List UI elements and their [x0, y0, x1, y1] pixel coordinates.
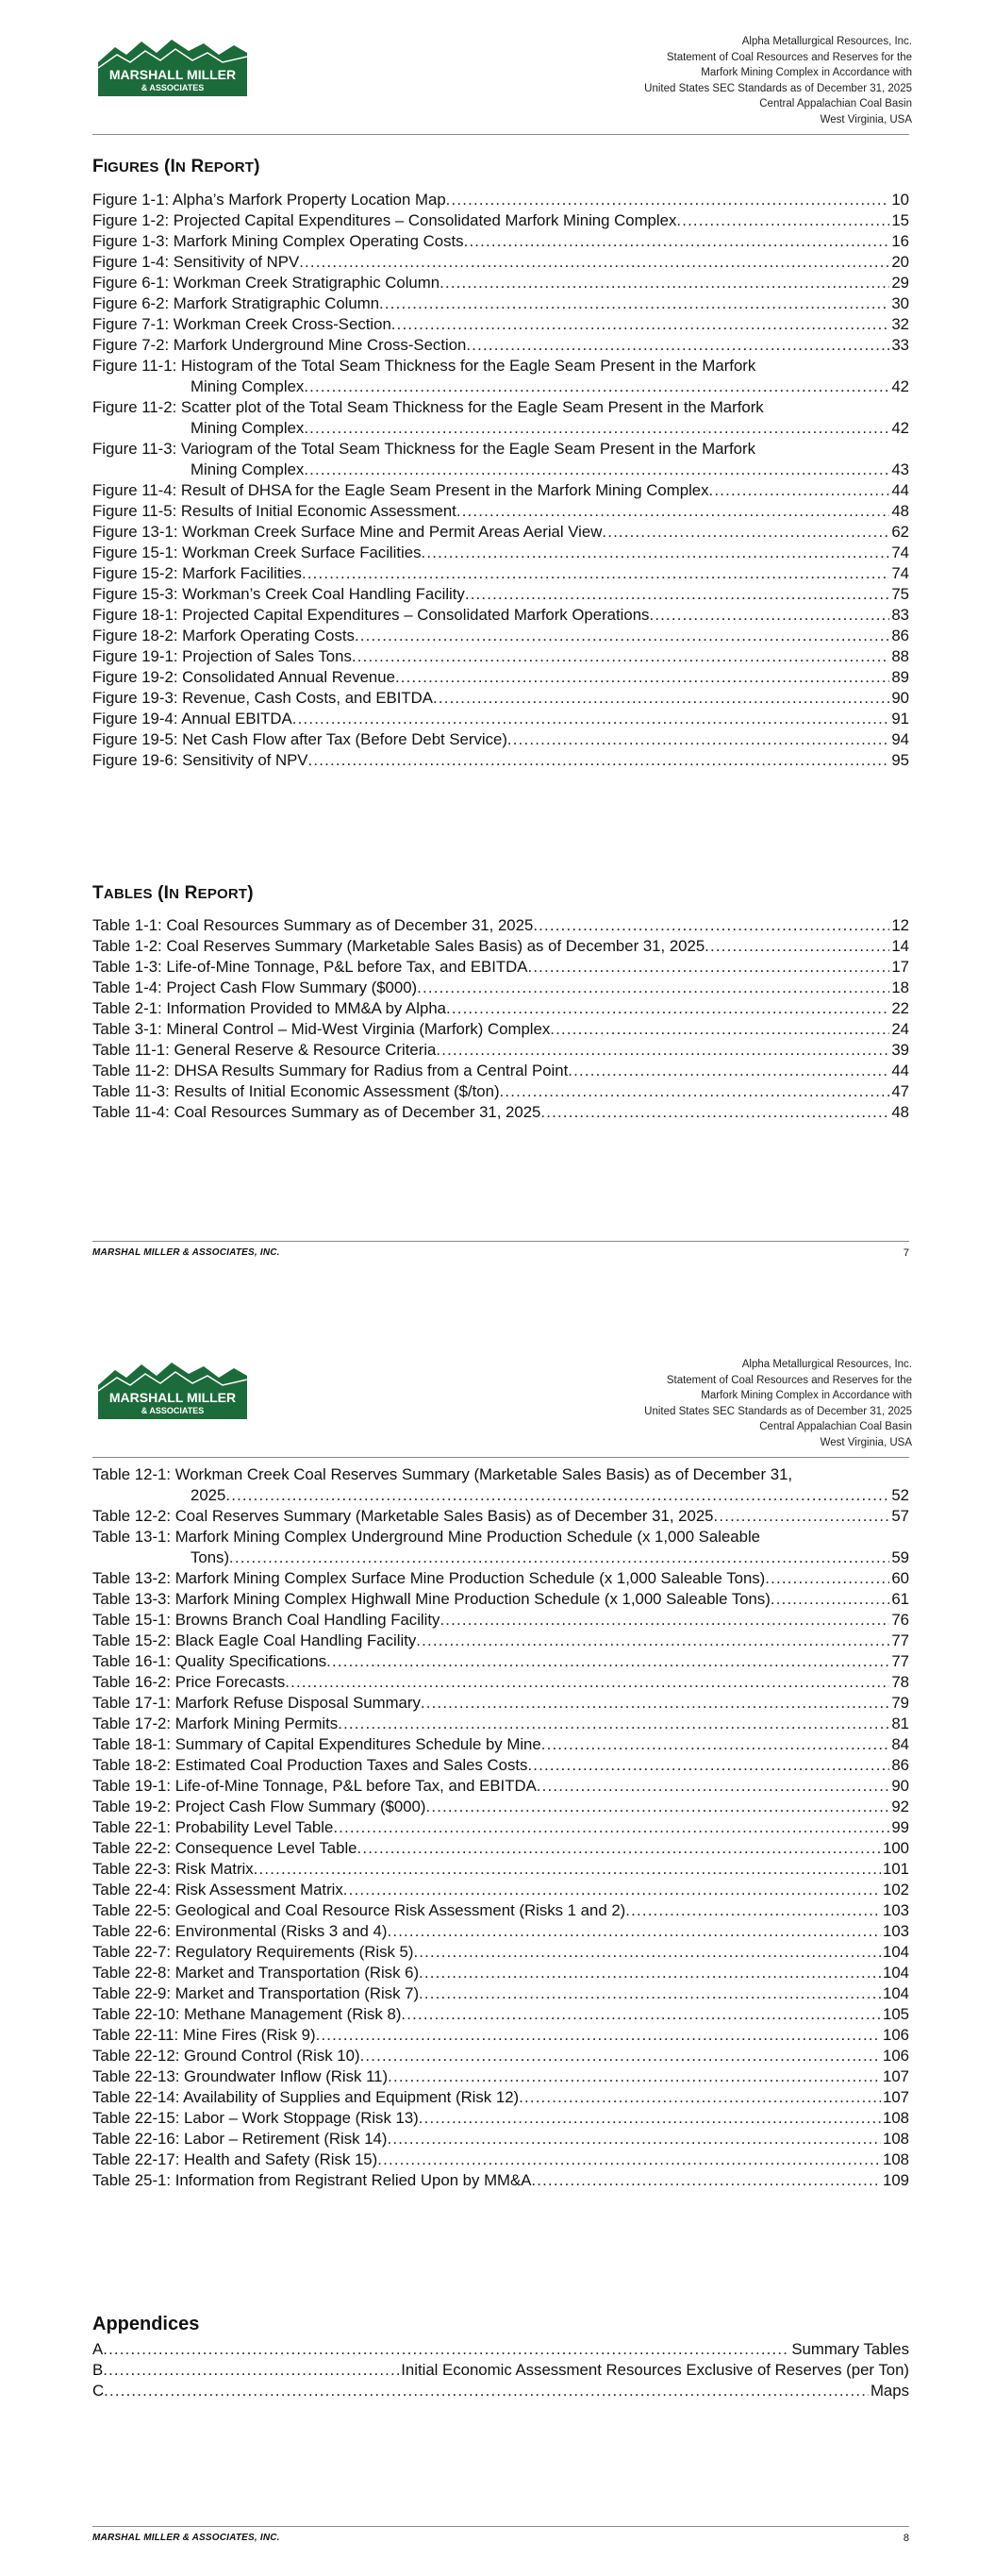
toc-entry[interactable]: Table 13-3: Marfork Mining Complex Highwall Mine Production Schedule (x 1,000 Saleable Tons) ..... 61 [92, 1589, 909, 1610]
toc-entry[interactable]: Table 19-1: Life-of-Mine Tonnage, P&L before Tax, and EBITDA ..... 90 [92, 1776, 909, 1797]
toc-entry[interactable]: Table 22-4: Risk Assessment Matrix ..... 102 [92, 1880, 909, 1900]
toc-entry[interactable]: Figure 18-1: Projected Capital Expenditures – Consolidated Marfork Operations ..... 83 [92, 605, 909, 626]
toc-entry[interactable]: Table 22-16: Labor – Retirement (Risk 14) ..... 108 [92, 2129, 909, 2149]
toc-entry[interactable]: Table 15-2: Black Eagle Coal Handling Facility ..... 77 [92, 1631, 909, 1651]
logo-bottom-text: & ASSOCIATES [141, 83, 205, 92]
toc-entry[interactable]: Table 22-2: Consequence Level Table ..... 100 [92, 1838, 909, 1859]
toc-entry[interactable]: Table 1-1: Coal Resources Summary as of December 31, 2025 ..... 12 [92, 915, 909, 936]
toc-entry-line1[interactable]: Figure 11-1: Histogram of the Total Seam Thickness for the Eagle Seam Present in the Marfork [92, 357, 756, 375]
logo-bottom-text: & ASSOCIATES [141, 1406, 205, 1415]
marshall-miller-logo [98, 34, 247, 96]
marshall-miller-logo [98, 1357, 247, 1419]
footer-company: MARSHAL MILLER & ASSOCIATES, INC. [92, 1247, 280, 1258]
toc-entry[interactable]: Figure 19-6: Sensitivity of NPV ..... 95 [92, 750, 909, 771]
page-break [0, 1293, 995, 1321]
header-line: United States SEC Standards as of December 31, 2025 [644, 82, 912, 94]
header-line: West Virginia, USA [820, 1436, 912, 1448]
toc-entry-line2[interactable]: Mining Complex ..... 42 [92, 418, 909, 439]
toc-entry[interactable]: Table 22-6: Environmental (Risks 3 and 4) ..... 103 [92, 1921, 909, 1942]
toc-entry[interactable]: Table 22-17: Health and Safety (Risk 15) ..... 108 [92, 2149, 909, 2170]
toc-entry[interactable]: Figure 19-5: Net Cash Flow after Tax (Before Debt Service) ..... 94 [92, 729, 909, 750]
toc-entry[interactable]: Figure 18-2: Marfork Operating Costs ..... 86 [92, 626, 909, 646]
toc-entry[interactable]: Figure 15-3: Workman’s Creek Coal Handling Facility ..... 75 [92, 584, 909, 605]
toc-entry[interactable]: Table 11-2: DHSA Results Summary for Radius from a Central Point ..... 44 [92, 1061, 909, 1081]
toc-entry[interactable]: Table 2-1: Information Provided to MM&A by Alpha ..... 22 [92, 998, 909, 1019]
toc-entry-line2[interactable]: Mining Complex ..... 43 [92, 460, 909, 480]
toc-entry[interactable]: Figure 19-2: Consolidated Annual Revenue ..... 89 [92, 667, 909, 688]
toc-entry[interactable]: Table 22-10: Methane Management (Risk 8) ..... 105 [92, 2004, 909, 2025]
toc-entry-line2[interactable]: Mining Complex ..... 42 [92, 376, 909, 397]
tables-heading: TABLES (IN REPORT) [92, 883, 254, 903]
toc-entry[interactable]: Table 12-2: Coal Reserves Summary (Marketable Sales Basis) as of December 31, 2025 ..... 57 [92, 1506, 909, 1527]
page-number: 7 [903, 1247, 909, 1259]
document-page-8 [0, 1321, 995, 2576]
toc-entry[interactable]: Figure 7-1: Workman Creek Cross-Section ..... 32 [92, 314, 909, 335]
toc-entry[interactable]: Table 18-1: Summary of Capital Expenditures Schedule by Mine ..... 84 [92, 1734, 909, 1755]
toc-entry[interactable]: Table 22-14: Availability of Supplies and Equipment (Risk 12) ..... 107 [92, 2087, 909, 2108]
toc-entry[interactable]: Table 11-1: General Reserve & Resource Criteria ..... 39 [92, 1040, 909, 1061]
toc-entry[interactable]: Figure 19-1: Projection of Sales Tons ..... 88 [92, 646, 909, 667]
header-line: Alpha Metallurgical Resources, Inc. [741, 1359, 912, 1370]
appendix-entry[interactable]: C ..... Maps [92, 2381, 909, 2401]
toc-entry[interactable]: Table 22-3: Risk Matrix ..... 101 [92, 1859, 909, 1880]
header-line: Alpha Metallurgical Resources, Inc. [741, 36, 912, 47]
toc-entry[interactable]: Table 22-13: Groundwater Inflow (Risk 11) ..... 107 [92, 2066, 909, 2087]
appendix-entry[interactable]: B ..... Initial Economic Assessment Resources Exclusive of Reserves (per Ton) [92, 2360, 909, 2381]
logo-top-text: MARSHALL MILLER [108, 67, 237, 82]
toc-entry[interactable]: Figure 1-1: Alpha’s Marfork Property Location Map ..... 10 [92, 190, 909, 210]
figures-list [92, 190, 909, 771]
toc-entry-line2[interactable]: Tons) ..... 59 [92, 1547, 909, 1568]
toc-entry[interactable]: Figure 6-2: Marfork Stratigraphic Column ..... 30 [92, 293, 909, 314]
header-line: Central Appalachian Coal Basin [759, 1421, 912, 1432]
toc-entry[interactable]: Table 22-7: Regulatory Requirements (Risk 5) ..... 104 [92, 1942, 909, 1963]
appendices-heading: Appendices [92, 2314, 200, 2334]
toc-entry-line1[interactable]: Table 12-1: Workman Creek Coal Reserves Summary (Marketable Sales Basis) as of December 31, [92, 1465, 793, 1483]
toc-entry[interactable]: Table 17-1: Marfork Refuse Disposal Summary ..... 79 [92, 1693, 909, 1714]
header-line: Central Appalachian Coal Basin [759, 98, 912, 109]
toc-entry[interactable]: Table 22-11: Mine Fires (Risk 9) ..... 106 [92, 2025, 909, 2046]
header-rule [92, 134, 909, 135]
logo-top-text: MARSHALL MILLER [108, 1390, 237, 1405]
toc-entry-line1[interactable]: Table 13-1: Marfork Mining Complex Underground Mine Production Schedule (x 1,000 Saleable [92, 1528, 760, 1546]
toc-entry[interactable]: Table 17-2: Marfork Mining Permits ..... 81 [92, 1714, 909, 1734]
toc-entry[interactable]: Table 3-1: Mineral Control – Mid-West Virginia (Marfork) Complex ..... 24 [92, 1019, 909, 1040]
appendices-list [92, 2339, 909, 2401]
toc-entry[interactable]: Figure 19-3: Revenue, Cash Costs, and EBITDA ..... 90 [92, 688, 909, 709]
toc-entry[interactable]: Table 22-8: Market and Transportation (Risk 6) ..... 104 [92, 1963, 909, 1983]
toc-entry[interactable]: Table 22-15: Labor – Work Stoppage (Risk 13) ..... 108 [92, 2108, 909, 2129]
toc-entry[interactable]: Figure 15-1: Workman Creek Surface Facilities ..... 74 [92, 543, 909, 563]
tables-list-continued [92, 1464, 909, 2191]
footer-rule [92, 2526, 909, 2527]
toc-entry-line2[interactable]: 2025 ..... 52 [92, 1485, 909, 1506]
toc-entry[interactable]: Table 22-9: Market and Transportation (Risk 7) ..... 104 [92, 1983, 909, 2004]
tables-list [92, 915, 909, 1123]
header-line: United States SEC Standards as of December 31, 2025 [644, 1405, 912, 1417]
toc-entry[interactable]: Figure 13-1: Workman Creek Surface Mine and Permit Areas Aerial View ..... 62 [92, 522, 909, 543]
appendix-entry[interactable]: A ..... Summary Tables [92, 2339, 909, 2360]
toc-entry[interactable]: Figure 19-4: Annual EBITDA ..... 91 [92, 709, 909, 729]
page-number: 8 [903, 2533, 909, 2544]
toc-entry[interactable]: Figure 1-4: Sensitivity of NPV ..... 20 [92, 252, 909, 273]
toc-entry[interactable]: Table 22-12: Ground Control (Risk 10) ..... 106 [92, 2046, 909, 2066]
header-rule [92, 1457, 909, 1458]
header-line: Marfork Mining Complex in Accordance with [701, 67, 912, 78]
footer-rule [92, 1241, 909, 1242]
toc-entry[interactable]: Table 15-1: Browns Branch Coal Handling Facility ..... 76 [92, 1610, 909, 1631]
footer-company: MARSHAL MILLER & ASSOCIATES, INC. [92, 2533, 280, 2543]
toc-entry[interactable]: Table 11-3: Results of Initial Economic Assessment ($/ton) ..... 47 [92, 1081, 909, 1102]
toc-entry[interactable]: Figure 6-1: Workman Creek Stratigraphic Column ..... 29 [92, 273, 909, 293]
toc-entry[interactable]: Table 25-1: Information from Registrant Relied Upon by MM&A ..... 109 [92, 2170, 909, 2191]
toc-entry[interactable]: Figure 7-2: Marfork Underground Mine Cross-Section ..... 33 [92, 335, 909, 356]
header-line: Statement of Coal Resources and Reserves for the [666, 51, 912, 63]
header-line: Marfork Mining Complex in Accordance with [701, 1390, 912, 1401]
toc-entry[interactable]: Table 1-2: Coal Reserves Summary (Marketable Sales Basis) as of December 31, 2025 ..... 14 [92, 936, 909, 957]
header-line: West Virginia, USA [820, 113, 912, 125]
toc-entry[interactable]: Table 22-1: Probability Level Table ..... 99 [92, 1817, 909, 1838]
toc-entry[interactable]: Table 1-3: Life-of-Mine Tonnage, P&L before Tax, and EBITDA ..... 17 [92, 957, 909, 978]
toc-entry[interactable]: Figure 1-3: Marfork Mining Complex Operating Costs ..... 16 [92, 231, 909, 252]
toc-entry[interactable]: Table 13-2: Marfork Mining Complex Surface Mine Production Schedule (x 1,000 Saleable Tons) ..... 60 [92, 1568, 909, 1589]
toc-entry[interactable]: Table 11-4: Coal Resources Summary as of December 31, 2025 ..... 48 [92, 1102, 909, 1123]
toc-entry-line1[interactable]: Figure 11-2: Scatter plot of the Total Seam Thickness for the Eagle Seam Present in the Marfork [92, 398, 764, 416]
figures-heading: FIGURES (IN REPORT) [92, 157, 260, 176]
toc-entry[interactable]: Figure 15-2: Marfork Facilities ..... 74 [92, 563, 909, 584]
toc-entry[interactable]: Figure 11-5: Results of Initial Economic Assessment ..... 48 [92, 501, 909, 522]
toc-entry[interactable]: Figure 11-4: Result of DHSA for the Eagle Seam Present in the Marfork Mining Complex ..... 44 [92, 480, 909, 501]
toc-entry-line1[interactable]: Figure 11-3: Variogram of the Total Seam Thickness for the Eagle Seam Present in the Marfork [92, 440, 755, 458]
toc-entry[interactable]: Table 16-2: Price Forecasts ..... 78 [92, 1672, 909, 1693]
toc-entry[interactable]: Table 18-2: Estimated Coal Production Taxes and Sales Costs ..... 86 [92, 1755, 909, 1776]
header-line: Statement of Coal Resources and Reserves for the [666, 1374, 912, 1386]
toc-entry[interactable]: Table 1-4: Project Cash Flow Summary ($000) ..... 18 [92, 978, 909, 998]
page-header [644, 1357, 912, 1450]
toc-entry[interactable]: Table 22-5: Geological and Coal Resource Risk Assessment (Risks 1 and 2) ..... 103 [92, 1900, 909, 1921]
page-header [644, 34, 912, 127]
toc-entry[interactable]: Table 16-1: Quality Specifications ..... 77 [92, 1651, 909, 1672]
toc-entry[interactable]: Table 19-2: Project Cash Flow Summary ($000) ..... 92 [92, 1797, 909, 1817]
toc-entry[interactable]: Figure 1-2: Projected Capital Expenditures – Consolidated Marfork Mining Complex ..... 15 [92, 210, 909, 231]
